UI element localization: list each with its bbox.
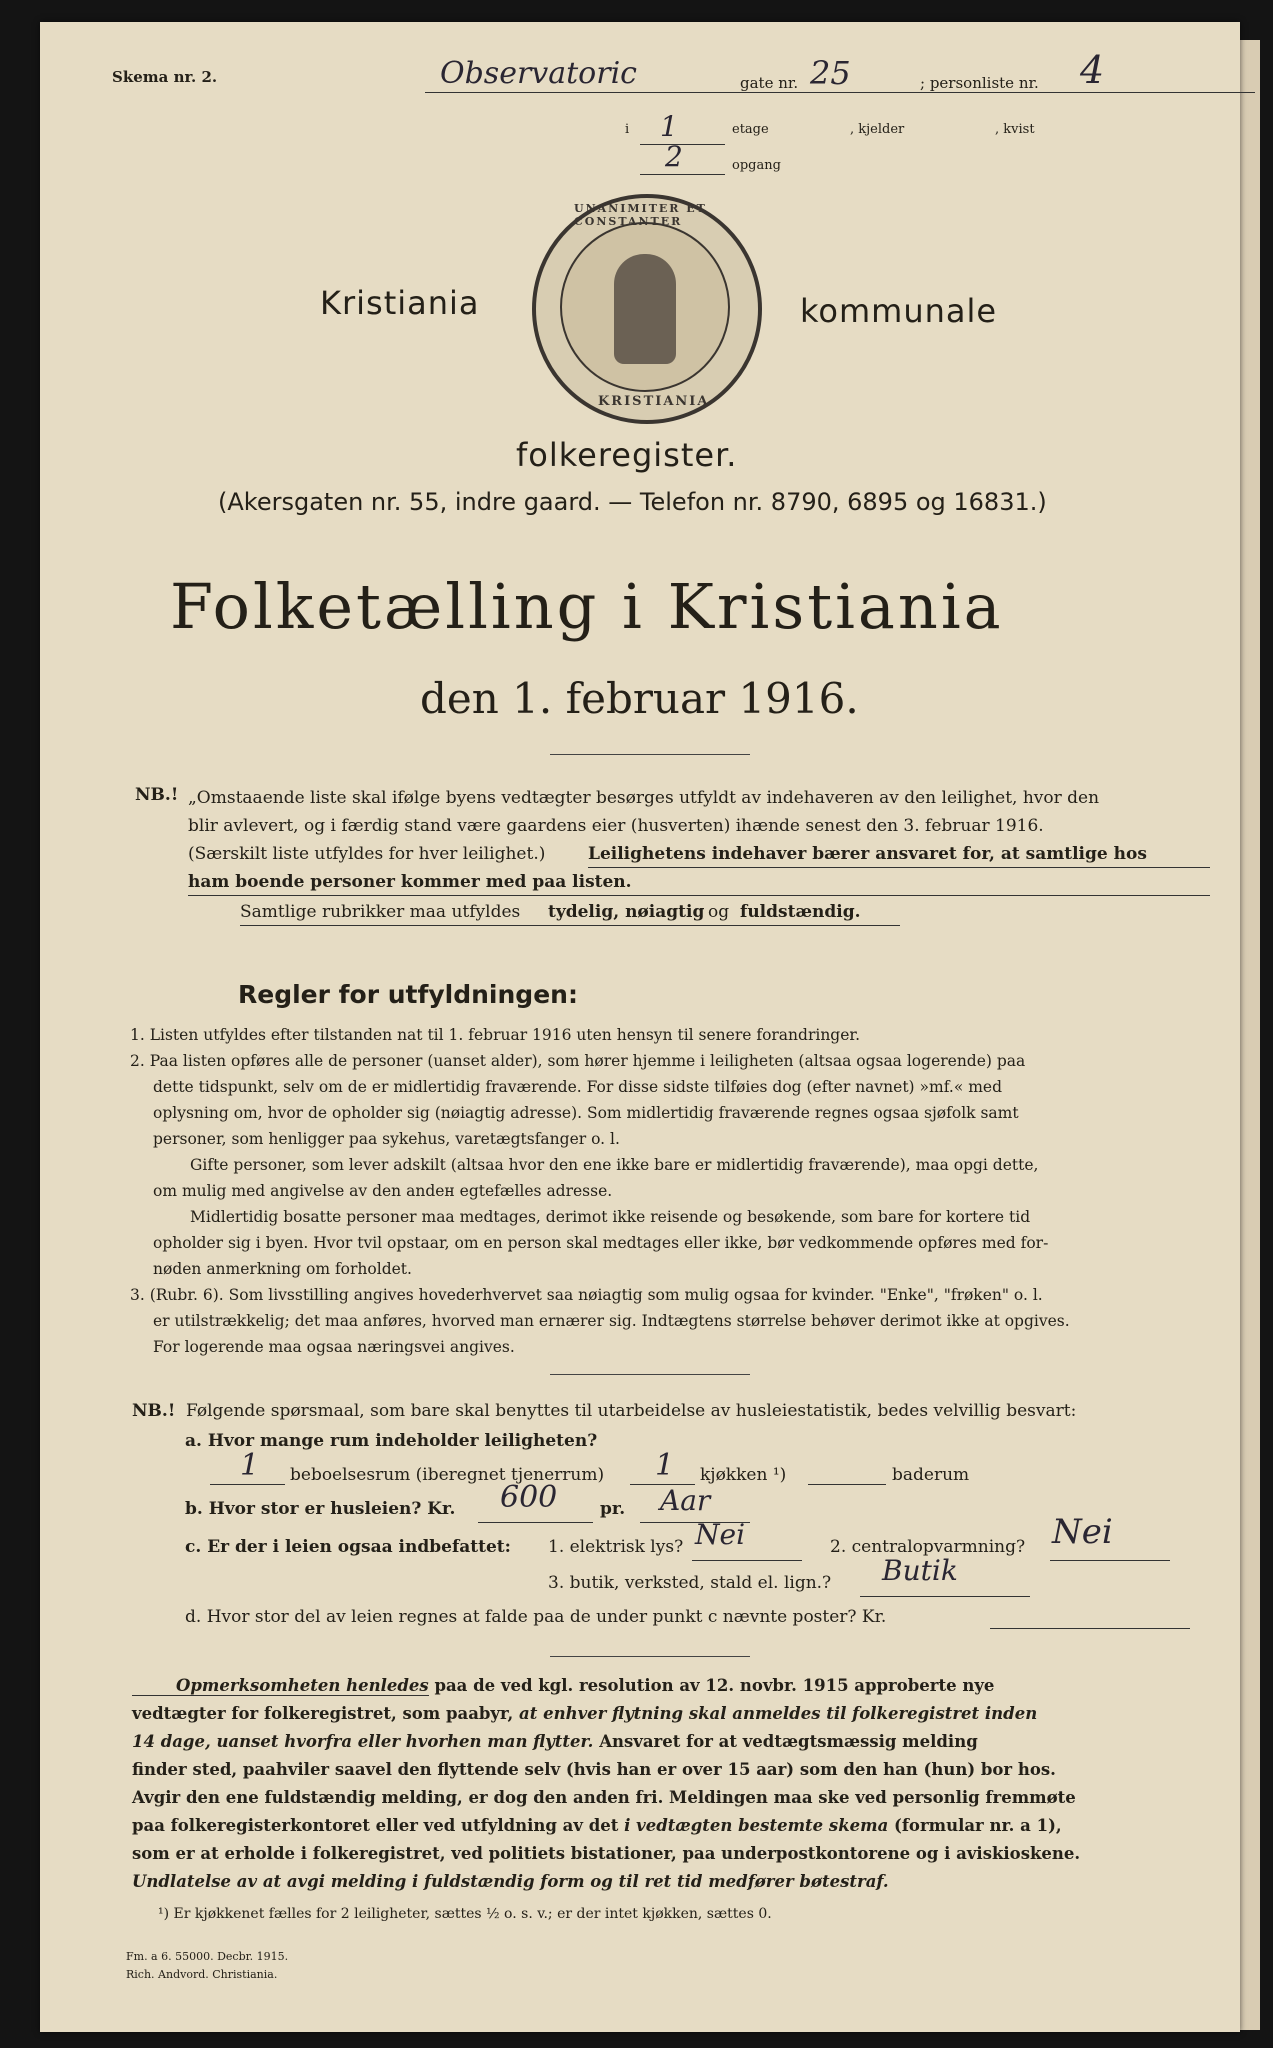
kitchen-handwritten: 1 [655, 1448, 675, 1483]
d-line [990, 1628, 1190, 1629]
rules-body [130, 1022, 1070, 1360]
kitchen-label: kjøkken ¹) [700, 1465, 787, 1485]
notice-l6c: (formular nr. a 1), [894, 1816, 1062, 1835]
per-label: pr. [600, 1499, 626, 1519]
per-handwritten: Aar [660, 1484, 711, 1517]
opgang-label: opgang [732, 158, 781, 173]
city-seal [532, 194, 762, 424]
c3-label: 3. butik, verksted, stald el. lign.? [548, 1573, 832, 1593]
notice-block [132, 1672, 1212, 1896]
opgang-handwritten: 2 [665, 140, 683, 173]
bath-label: baderum [892, 1465, 970, 1485]
page-title: Folketælling i Kristiania [170, 570, 1004, 643]
seal-top-text: UNANIMITER ET CONSTANTER [574, 202, 707, 228]
rules-divider [550, 1374, 750, 1375]
opgang-line [640, 174, 725, 175]
nb1-line5a: Samtlige rubrikker maa utfyldes [240, 902, 521, 922]
nb1-underline3 [240, 925, 900, 926]
org-address: (Akersgaten nr. 55, indre gaard. — Telefon nr. 8790, 6895 og 16831.) [218, 488, 1047, 516]
c2-line [1050, 1560, 1170, 1561]
seal-bottom-text: KRISTIANIA [598, 394, 710, 409]
notice-l1b: paa de ved kgl. resolution av 12. novbr. 1915 approberte nye [434, 1676, 995, 1695]
c2-handwritten: Nei [1052, 1512, 1113, 1552]
gate-label: gate nr. [740, 74, 799, 92]
rule-2i: nøden anmerkning om forholdet. [153, 1260, 412, 1278]
rent-handwritten: 600 [500, 1480, 558, 1515]
bath-line [808, 1484, 886, 1485]
nb1-label: NB.! [135, 785, 179, 805]
header-rule [425, 92, 1255, 93]
seal-figure [614, 254, 676, 364]
rules-heading: Regler for utfyldningen: [238, 980, 578, 1009]
nb1-line5c: og [708, 902, 730, 922]
rule-2h: opholder sig i byen. Hvor tvil opstaar, om en person skal medtages eller ikke, bør vedkommende opføres med for- [153, 1234, 1049, 1252]
page-subtitle: den 1. februar 1916. [420, 674, 859, 723]
kjelder-label: , kjelder [850, 122, 905, 137]
notice-l2b: at enhver flytning skal anmeldes til folkeregistret inden [519, 1704, 1038, 1723]
rooms-line [210, 1484, 285, 1485]
question-c: c. Er der i leien ogsaa indbefattet: [185, 1537, 511, 1557]
etage-label: etage [732, 122, 769, 137]
notice-l6a: paa folkeregisterkontoret eller ved utfyldning av det [132, 1816, 619, 1835]
rule-3b: er utilstrækkelig; det maa anføres, hvorved man ernærer sig. Indtægtens størrelse behøver derimot ikke at opgives. [153, 1312, 1070, 1330]
rooms-label: beboelsesrum (iberegnet tjenerrum) [290, 1465, 605, 1485]
rooms-handwritten: 1 [240, 1448, 260, 1483]
rule-2c: oplysning om, hvor de opholder sig (nøiagtig adresse). Som midlertidig fraværende regnes ogsaa sjøfolk samt [153, 1104, 1019, 1122]
printer-line1: Fm. a 6. 55000. Decbr. 1915. [126, 1950, 289, 1963]
street-handwritten: Observatoric [440, 56, 637, 91]
c3-handwritten: Butik [882, 1554, 958, 1587]
nb1-line1: „Omstaaende liste skal ifølge byens vedtægter besørges utfyldt av indehaveren av den leilighet, hvor den [188, 788, 1100, 808]
kvist-label: , kvist [995, 122, 1035, 137]
seal-inner-ring [560, 222, 730, 392]
rule-1: 1. Listen utfyldes efter tilstanden nat til 1. februar 1916 uten hensyn til senere forandringer. [130, 1026, 861, 1044]
question-d: d. Hvor stor del av leien regnes at falde paa de under punkt c nævnte poster? Kr. [185, 1607, 887, 1627]
notice-l6b: i vedtægten bestemte skema [624, 1816, 889, 1835]
org-right: kommunale [800, 292, 998, 330]
gate-number-handwritten: 25 [810, 54, 851, 92]
notice-l3b: Ansvaret for at vedtægtsmæssig melding [599, 1732, 978, 1751]
rule-2a: 2. Paa listen opføres alle de personer (uanset alder), som hører hjemme i leiligheten (altsaa ogsaa logerende) paa [130, 1052, 1026, 1070]
nb1-line3a: (Særskilt liste utfyldes for hver leilighet.) [188, 844, 546, 864]
nb1-line2: blir avlevert, og i færdig stand være gaardens eier (husverten) ihænde senest den 3. februar 1916. [188, 816, 1044, 836]
rule-2d: personer, som henligger paa sykehus, varetægtsfanger o. l. [153, 1130, 620, 1148]
org-sub: folkeregister. [516, 436, 738, 474]
personliste-number-handwritten: 4 [1080, 48, 1105, 92]
c1-handwritten: Nei [695, 1518, 746, 1551]
rule-2e: Gifte personer, som lever adskilt (altsaa hvor den ene ikke bare er midlertidig fraværende), maa opgi dette, [190, 1156, 1039, 1174]
rent-line [478, 1522, 593, 1523]
notice-l4: finder sted, paahviler saavel den flyttende selv (hvis han er over 15 aar) som den han (hun) bor hos. [132, 1760, 1056, 1779]
org-left: Kristiania [320, 284, 480, 322]
c1-label: 1. elektrisk lys? [548, 1537, 684, 1557]
notice-l5: Avgir den ene fuldstændig melding, er dog den anden fri. Meldingen maa ske ved personlig fremmøte [132, 1788, 1076, 1807]
rule-2f: om mulig med angivelse av den andeн egtefælles adresse. [153, 1182, 613, 1200]
question-a: a. Hvor mange rum indeholder leiligheten? [185, 1431, 598, 1451]
rule-2g: Midlertidig bosatte personer maa medtages, derimot ikke reisende og besøkende, som bare for kortere tid [190, 1208, 1031, 1226]
nb1-line5d: fuldstændig. [740, 902, 861, 922]
nb2-intro: Følgende spørsmaal, som bare skal benyttes til utarbeidelse av husleiestatistik, bedes velvillig besvart: [186, 1401, 1077, 1421]
notice-l7: som er at erholde i folkeregistret, ved politiets bistationer, paa underpostkontorene og i aviskioskene. [132, 1844, 1081, 1863]
notice-l8: Undlatelse av at avgi melding i fuldstændig form og til ret tid medfører bøtestraf. [132, 1872, 889, 1891]
c3-line [860, 1596, 1030, 1597]
notice-l1a: Opmerksomheten henledes [132, 1676, 429, 1696]
questions-divider [550, 1656, 750, 1657]
notice-l3a: 14 dage, uanset hvorfra eller hvorhen man flytter. [132, 1732, 594, 1751]
printer-line2: Rich. Andvord. Christiania. [126, 1968, 278, 1981]
etage-handwritten: 1 [660, 110, 678, 143]
census-form-page [40, 22, 1240, 2032]
i-label: i [625, 122, 630, 137]
nb1-line3b: Leilighetens indehaver bærer ansvaret for, at samtlige hos [588, 844, 1147, 864]
question-b: b. Hvor stor er husleien? Kr. [185, 1499, 456, 1519]
rule-3c: For logerende maa ogsaa næringsvei angives. [153, 1338, 515, 1356]
footnote: ¹) Er kjøkkenet fælles for 2 leiligheter, sættes ½ o. s. v.; er der intet kjøkken, sættes 0. [158, 1906, 772, 1922]
title-divider [550, 754, 750, 755]
c1-line [692, 1560, 802, 1561]
nb1-line4: ham boende personer kommer med paa listen. [188, 872, 632, 892]
c2-label: 2. centralopvarmning? [830, 1537, 1026, 1557]
personliste-label: ; personliste nr. [920, 74, 1039, 92]
nb2-label: NB.! [132, 1401, 176, 1421]
rule-3a: 3. (Rubr. 6). Som livsstilling angives hovederhvervet saa nøiagtig som mulig ogsaa for kvinder. "Enke", "frøken" o. l. [130, 1286, 1043, 1304]
nb1-underline2 [188, 895, 1210, 896]
notice-l2a: vedtægter for folkeregistret, som paabyr, [132, 1704, 514, 1723]
nb1-line5b: tydelig, nøiagtig [548, 902, 705, 922]
skema-label: Skema nr. 2. [112, 68, 218, 86]
nb1-underline1 [588, 867, 1210, 868]
rule-2b: dette tidspunkt, selv om de er midlertidig fraværende. For disse sidste tilføies dog (efter navnet) »mf.« med [153, 1078, 1003, 1096]
